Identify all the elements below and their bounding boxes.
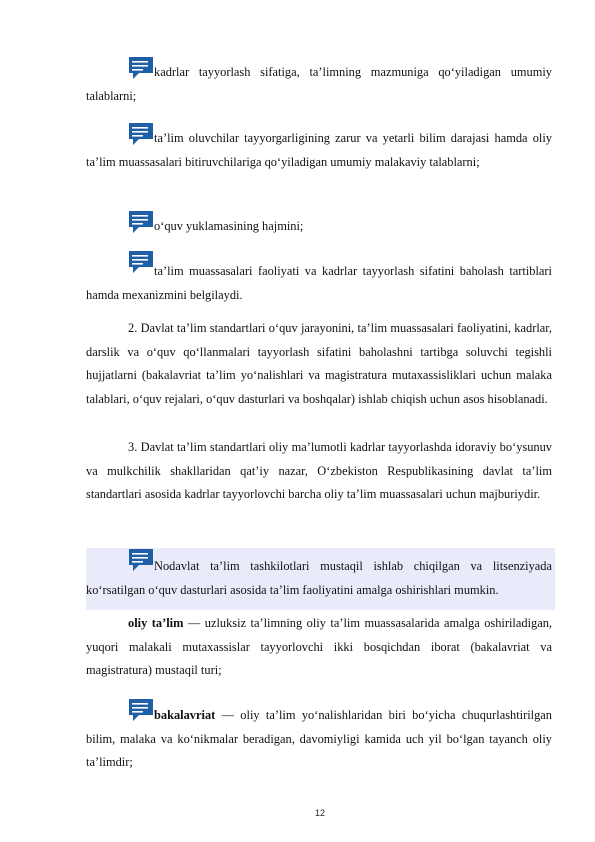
paragraph-9 [86,704,552,775]
term-bakalavriat: bakalavriat [154,708,216,722]
paragraph-6 [86,436,552,507]
paragraph-5-text: 2. Davlat ta’lim standartlari o‘quv jarayonini, ta’lim muassasalari faoliyatini, kadrlar, darslik va o‘quv qo‘llanmalari tayyorlash sifatini baholashni tartibga soluvchi tegishli hujjatlarni (bakalavriat ta’lim yo‘nalishlari va magistratura mutaxassisliklari uchun malaka talablari, o‘quv rejalari, o‘quv dasturlari va boshqalar) ishlab chiqish uchun asos hisoblanadi. [86,321,552,406]
paragraph-8 [86,612,552,683]
paragraph-5 [86,317,552,411]
paragraph-2-text: ta’lim oluvchilar tayyorgarligining zarur va yetarli bilim darajasi hamda oliy ta’lim muassasalari bitiruvchilariga qo‘yiladigan umumiy malakaviy talablarni; [86,131,552,169]
paragraph-4 [86,260,552,307]
paragraph-3 [86,215,552,239]
paragraph-3-text: o‘quv yuklamasining hajmini; [154,219,304,233]
paragraph-2 [86,127,552,174]
paragraph-7 [86,555,552,602]
term-oliy-talim: oliy ta’lim [128,616,184,630]
paragraph-9-text: — oliy ta’lim yo‘nalishlaridan biri bo‘yicha chuqurlashtirilgan bilim, malaka va ko‘nikmalar beradigan, davomiyligi kamida uch yil bo‘lgan tayanch oliy ta’limdir; [86,708,552,769]
paragraph-7-text: Nodavlat ta’lim tashkilotlari mustaqil ishlab chiqilgan va litsenziyada ko‘rsatilgan o‘quv dasturlari asosida ta’lim faoliyatini amalga oshirishlari mumkin. [86,559,552,597]
paragraph-1-text: kadrlar tayyorlash sifatiga, ta’limning mazmuniga qo‘yiladigan umumiy talablarni; [86,65,552,103]
paragraph-1 [86,61,552,108]
page-number: 12 [314,808,325,818]
paragraph-6-text: 3. Davlat ta’lim standartlari oliy ma’lumotli kadrlar tayyorlashda idoraviy bo‘ysunuv va mulkchilik shakllaridan qat’iy nazar, O‘zbekiston Respublikasining davlat ta’lim standartlari asosida kadrlar tayyorlovchi barcha oliy ta’lim muassasalari uchun majburiydir. [86,440,552,501]
paragraph-8-text: — uzluksiz ta’limning oliy ta’lim muassasalarida amalga oshiriladigan, yuqori malakali mutaxassislar tayyorlovchi ikki bosqichdan iborat (bakalavriat va magistratura) mustaqil turi; [86,616,552,677]
paragraph-4-text: ta’lim muassasalari faoliyati va kadrlar tayyorlash sifatini baholash tartiblari hamda mexanizmini belgilaydi. [86,264,552,302]
